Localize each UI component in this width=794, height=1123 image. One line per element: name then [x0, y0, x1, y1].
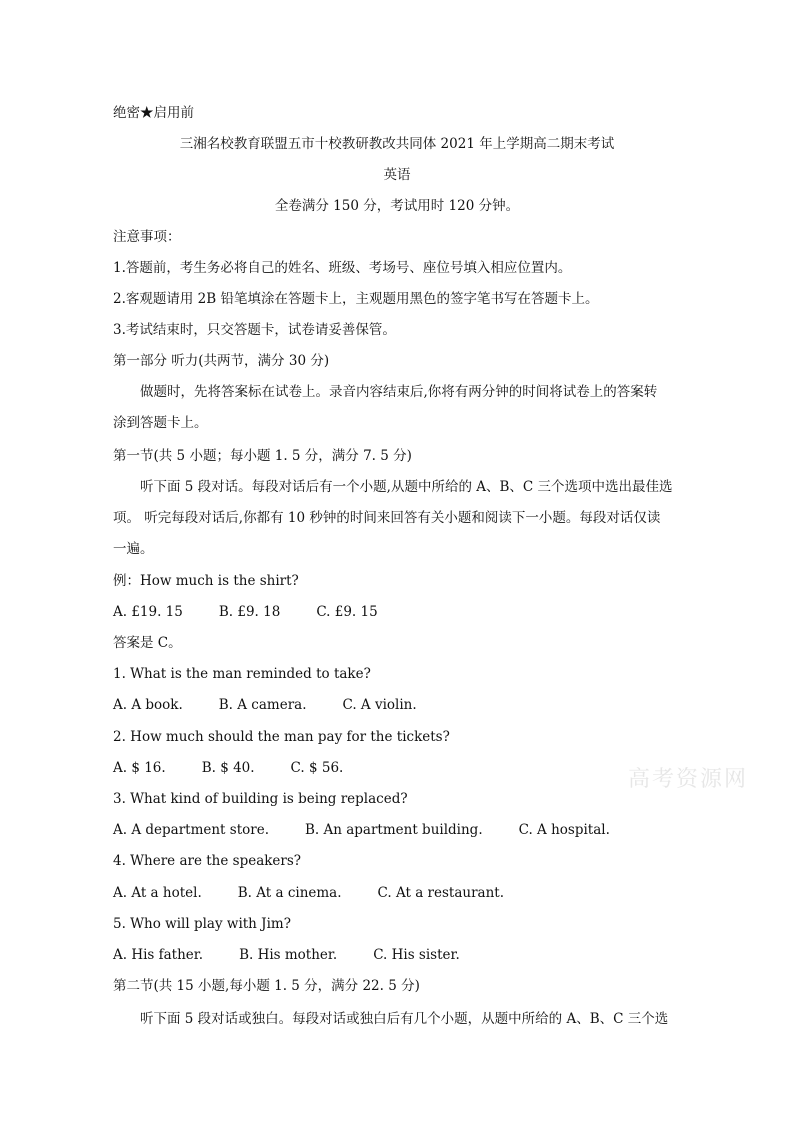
section1-instruction-line2: 项。 听完每段对话后,你都有 10 秒钟的时间来回答有关小题和阅读下一小题。每段对话仅读 [113, 510, 661, 526]
watermark: 高考资源网 [628, 767, 749, 792]
section2-heading: 第二节(共 15 小题,每小题 1. 5 分，满分 22. 5 分) [113, 978, 420, 994]
q1-option-c: C. A violin. [342, 697, 417, 713]
part1-instruction-line2: 涂到答题卡上。 [113, 415, 208, 431]
note-item-3: 3.考试结束时，只交答题卡，试卷请妥善保管。 [113, 322, 396, 338]
q3-option-a: A. A department store. [113, 822, 269, 838]
question-3: 3. What kind of building is being replaced? [113, 791, 408, 807]
example-question: 例：How much is the shirt? [113, 573, 299, 589]
question-1-options [113, 696, 417, 714]
score-info: 全卷满分 150 分，考试用时 120 分钟。 [274, 198, 520, 214]
example-option-a: A. £19. 15 [113, 604, 183, 620]
question-2: 2. How much should the man pay for the tickets? [113, 729, 450, 745]
part1-instruction-line1: 做题时，先将答案标在试卷上。录音内容结束后,你将有两分钟的时间将试卷上的答案转 [140, 384, 658, 400]
notes-title: 注意事项： [113, 229, 181, 245]
question-4: 4. Where are the speakers? [113, 853, 302, 869]
part1-heading: 第一部分 听力(共两节，满分 30 分) [113, 353, 330, 369]
question-5: 5. Who will play with Jim? [113, 916, 291, 932]
section2-instruction-line1: 听下面 5 段对话或独白。每段对话或独白后有几个小题，从题中所给的 A、B、C 三个选 [140, 1011, 669, 1027]
note-item-1: 1.答题前，考生务必将自己的姓名、班级、考场号、座位号填入相应位置内。 [113, 260, 572, 276]
subject-title: 英语 [383, 167, 411, 183]
q2-option-c: C. $ 56. [290, 760, 344, 776]
question-2-options [113, 759, 343, 777]
q3-option-b: B. An apartment building. [305, 822, 483, 838]
note-item-2: 2.客观题请用 2B 铅笔填涂在答题卡上，主观题用黑色的签字笔书写在答题卡上。 [113, 291, 599, 307]
question-3-options [113, 821, 610, 839]
exam-title: 三湘名校教育联盟五市十校教研教改共同体 2021 年上学期高二期末考试 [179, 136, 615, 152]
example-option-b: B. £9. 18 [218, 604, 281, 620]
q4-option-c: C. At a restaurant. [377, 885, 504, 901]
q1-option-a: A. A book. [113, 697, 183, 713]
question-4-options [113, 884, 504, 902]
section1-instruction-line3: 一遍。 [113, 541, 154, 557]
question-5-options [113, 946, 460, 964]
example-options [113, 603, 378, 621]
example-answer: 答案是 C。 [113, 635, 182, 651]
q4-option-b: B. At a cinema. [237, 885, 342, 901]
q5-option-a: A. His father. [113, 947, 204, 963]
q1-option-b: B. A camera. [218, 697, 307, 713]
q2-option-b: B. $ 40. [201, 760, 255, 776]
q5-option-b: B. His mother. [239, 947, 338, 963]
secret-mark: 绝密★启用前 [113, 105, 194, 121]
q2-option-a: A. $ 16. [113, 760, 166, 776]
q5-option-c: C. His sister. [373, 947, 460, 963]
q4-option-a: A. At a hotel. [113, 885, 202, 901]
question-1: 1. What is the man reminded to take? [113, 666, 371, 682]
q3-option-c: C. A hospital. [518, 822, 610, 838]
section1-heading: 第一节(共 5 小题；每小题 1. 5 分，满分 7. 5 分) [113, 448, 412, 464]
example-option-c: C. £9. 15 [316, 604, 378, 620]
section1-instruction-line1: 听下面 5 段对话。每段对话后有一个小题,从题中所给的 A、B、C 三个选项中选出最佳选 [140, 479, 673, 495]
